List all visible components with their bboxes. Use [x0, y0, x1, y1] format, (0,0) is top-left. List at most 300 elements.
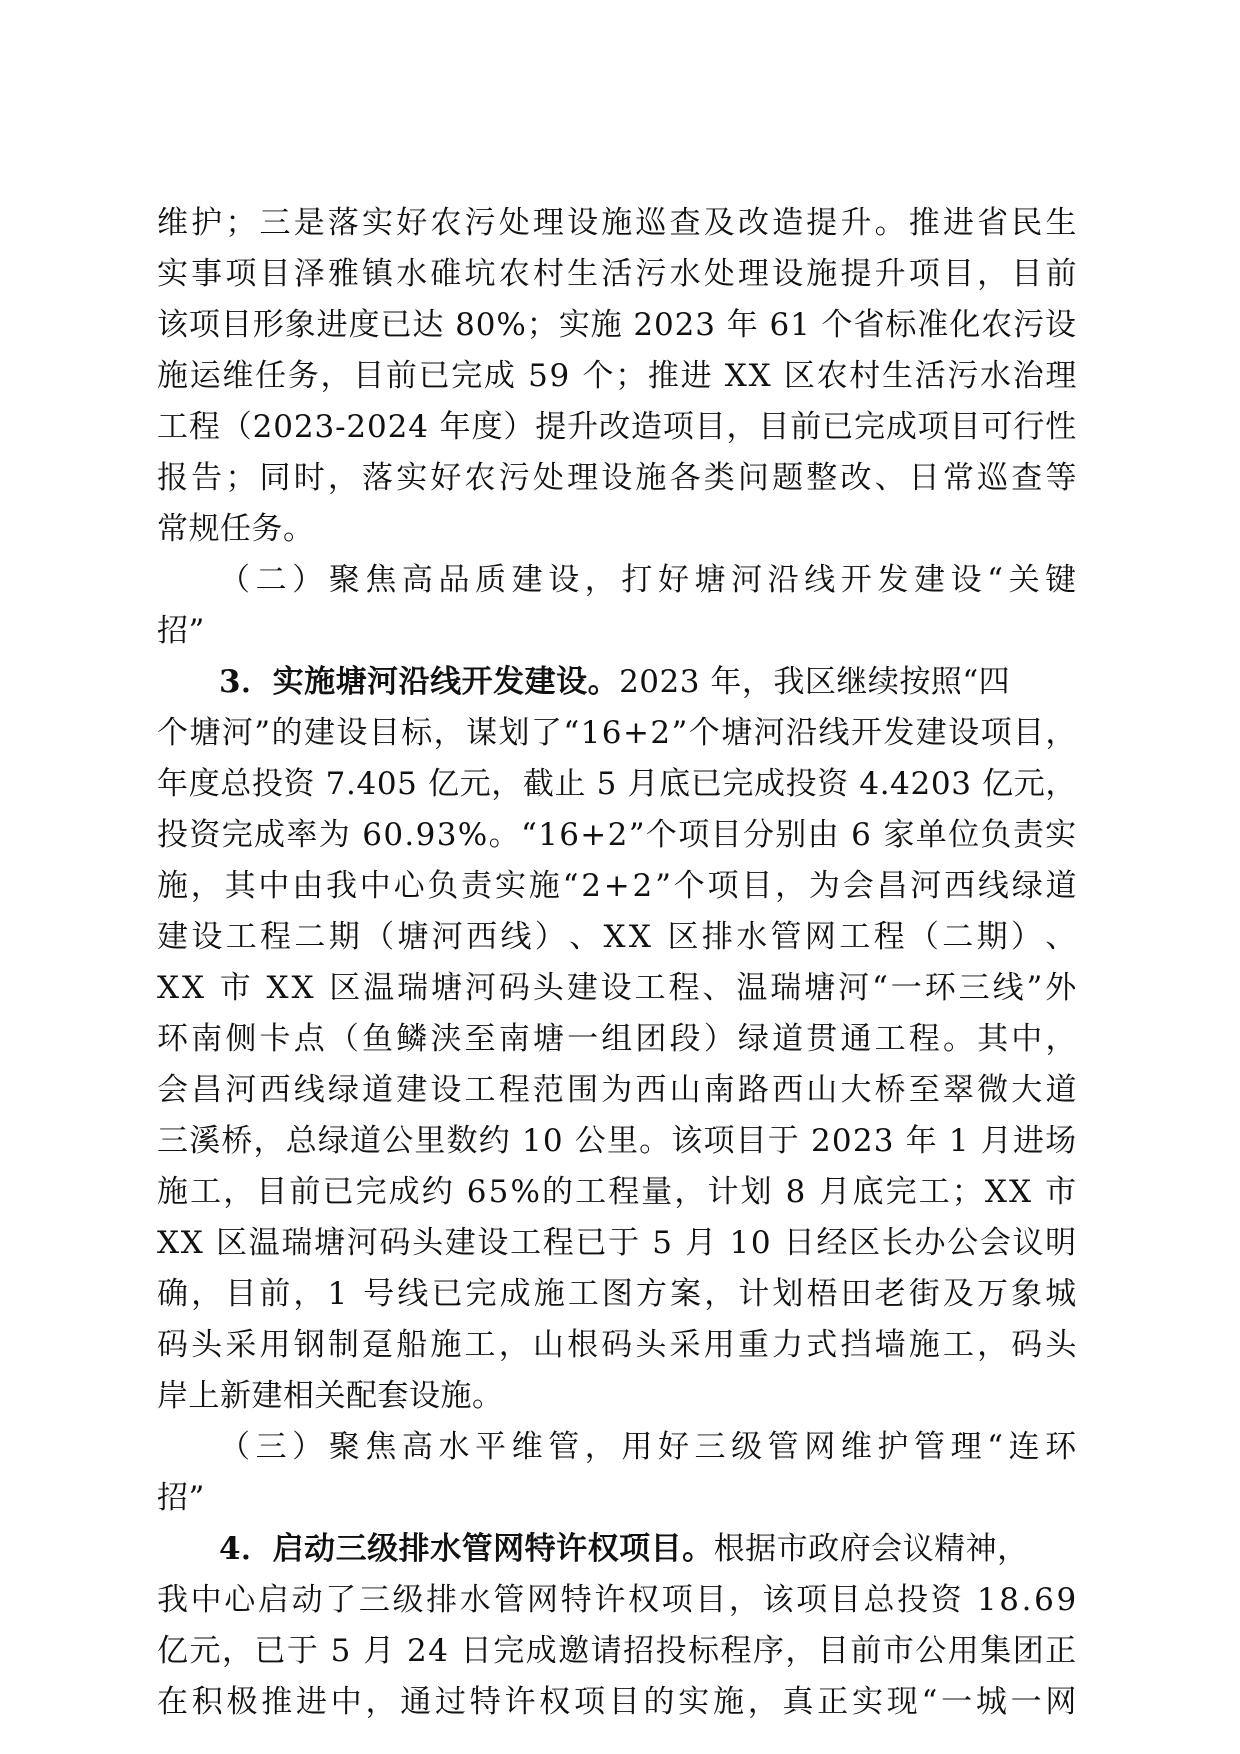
glyph — [511, 1116, 521, 1167]
glyph: 常 — [942, 460, 975, 496]
glyph: 施 — [430, 1327, 462, 1363]
glyph: 划 — [498, 715, 530, 751]
glyph — [254, 963, 264, 1014]
glyph — [315, 759, 325, 810]
glyph: 城 — [975, 1684, 1008, 1720]
glyph: 造 — [630, 409, 663, 445]
glyph: “ — [987, 562, 1004, 598]
glyph: 经 — [816, 1225, 848, 1261]
glyph: 船 — [396, 1327, 428, 1363]
glyph: ， — [977, 256, 1009, 292]
glyph: 象 — [284, 307, 317, 343]
glyph: 线 — [977, 868, 1010, 904]
glyph: 提 — [535, 409, 567, 445]
glyph: 2 — [674, 307, 695, 343]
glyph: 性 — [1045, 409, 1077, 445]
glyph: 特 — [560, 1582, 593, 1618]
text-line — [157, 1065, 1077, 1116]
glyph: 管 — [767, 1429, 800, 1465]
glyph: 河 — [910, 868, 942, 904]
line-text — [157, 861, 1077, 912]
item-3-heading: 3．实施塘河沿线开发建设。 — [219, 664, 620, 700]
glyph: ， — [728, 1582, 761, 1618]
glyph: ， — [1045, 1021, 1077, 1057]
glyph: 路 — [737, 1072, 770, 1108]
glyph: 二 — [294, 919, 326, 955]
glyph: 期 — [328, 919, 361, 955]
glyph: 3 — [314, 409, 335, 445]
glyph: 镇 — [362, 256, 394, 292]
glyph: 污 — [1013, 307, 1045, 343]
glyph: 建 — [913, 562, 946, 598]
glyph: 8 — [455, 307, 476, 343]
glyph: 实 — [157, 256, 189, 292]
glyph: 事 — [191, 256, 223, 292]
glyph: 目 — [1011, 256, 1043, 292]
glyph: “ — [987, 1429, 1004, 1465]
glyph: 2 — [633, 307, 654, 343]
glyph: 1 — [790, 307, 811, 343]
glyph: 项 — [917, 409, 950, 445]
glyph: 工 — [567, 1276, 600, 1312]
line-text — [157, 708, 1077, 759]
glyph: 管 — [913, 1429, 946, 1465]
glyph: 量 — [641, 1174, 673, 1210]
glyph: 绿 — [1011, 868, 1044, 904]
glyph: 形 — [252, 307, 285, 343]
glyph: 底 — [659, 766, 691, 802]
glyph: X — [180, 1225, 204, 1261]
glyph: 侧 — [225, 1021, 257, 1057]
glyph: 、 — [569, 919, 601, 955]
glyph: 2 — [852, 1123, 874, 1159]
glyph: 负 — [980, 817, 1012, 853]
glyph: 塘 — [431, 970, 463, 1006]
glyph — [429, 402, 439, 453]
glyph: 河 — [753, 715, 786, 751]
glyph — [713, 351, 723, 402]
glyph: 一 — [890, 970, 923, 1006]
glyph: 度 — [471, 409, 503, 445]
glyph: X — [157, 970, 180, 1006]
glyph: 已 — [254, 1633, 286, 1669]
glyph: 6 — [466, 1174, 488, 1210]
item-4-heading: 4．启动三级排水管网特许权项目。 — [219, 1531, 714, 1567]
glyph: （ — [327, 1021, 360, 1057]
glyph: 瑞 — [281, 1225, 313, 1261]
glyph: 打 — [621, 562, 653, 598]
glyph: 5 — [596, 766, 617, 802]
glyph: 污 — [947, 358, 979, 394]
glyph — [564, 1116, 574, 1167]
glyph: 个 — [582, 358, 614, 394]
glyph: 0 — [475, 307, 496, 343]
item-3-first-line — [157, 657, 1077, 708]
glyph: 标 — [401, 715, 433, 751]
glyph: 设 — [950, 562, 983, 598]
glyph: 前 — [289, 1174, 321, 1210]
glyph: 已 — [431, 1276, 463, 1312]
glyph: 月 — [980, 1123, 1013, 1159]
text-line — [157, 351, 1077, 402]
glyph: 已 — [322, 1174, 354, 1210]
text-line — [157, 1116, 1077, 1167]
glyph: 处 — [532, 460, 565, 496]
glyph: + — [580, 817, 607, 853]
glyph: 目 — [942, 256, 975, 292]
glyph: ” — [254, 715, 271, 751]
glyph: 年 — [439, 409, 472, 445]
glyph: 年 — [726, 307, 759, 343]
line-text — [157, 810, 1077, 861]
glyph: 建 — [303, 715, 336, 751]
glyph: 河 — [225, 1072, 257, 1108]
glyph: 现 — [886, 1684, 919, 1720]
glyph: 一 — [567, 1021, 599, 1057]
glyph: 问 — [737, 460, 770, 496]
glyph: 平 — [475, 1429, 507, 1465]
line-text — [157, 963, 1077, 1014]
glyph: 资 — [283, 766, 315, 802]
glyph: X — [1009, 1174, 1032, 1210]
glyph: 案 — [670, 1276, 702, 1312]
glyph: 污 — [464, 205, 497, 241]
glyph: 已 — [575, 1225, 607, 1261]
glyph: ， — [1045, 766, 1077, 802]
glyph: 投 — [897, 1582, 929, 1618]
glyph: 用 — [621, 1429, 653, 1465]
glyph: 升 — [840, 205, 872, 241]
glyph: 西 — [259, 1072, 292, 1108]
glyph: 连 — [1008, 1429, 1041, 1465]
glyph: 河 — [838, 970, 870, 1006]
glyph: 资 — [930, 1582, 963, 1618]
glyph: 度 — [188, 766, 221, 802]
glyph: 月 — [685, 1225, 717, 1261]
glyph: 个 — [821, 307, 854, 343]
glyph: 生 — [881, 358, 914, 394]
glyph: 微 — [977, 1072, 1009, 1108]
glyph: 卡 — [259, 1021, 292, 1057]
glyph: 行 — [1013, 409, 1045, 445]
glyph: 施 — [713, 1684, 745, 1720]
glyph: 道 — [1045, 1072, 1077, 1108]
glyph: 街 — [908, 1276, 941, 1312]
glyph: 的 — [643, 1684, 675, 1720]
glyph: 水 — [980, 358, 1012, 394]
glyph: 负 — [427, 868, 459, 904]
glyph: 总 — [220, 766, 252, 802]
glyph: 农 — [816, 358, 849, 394]
glyph: 化 — [949, 307, 981, 343]
glyph: 线 — [818, 715, 850, 751]
glyph: 责 — [1012, 817, 1045, 853]
glyph: 品 — [438, 562, 470, 598]
glyph: 项 — [661, 1582, 694, 1618]
line-text — [157, 1116, 1077, 1167]
glyph: 设 — [1044, 307, 1077, 343]
glyph: 家 — [883, 817, 915, 853]
glyph: 采 — [669, 1327, 702, 1363]
glyph: ， — [327, 460, 360, 496]
glyph: 投 — [251, 766, 284, 802]
glyph: 由 — [807, 817, 840, 853]
glyph: 号 — [363, 1276, 395, 1312]
glyph: ， — [704, 1276, 736, 1312]
glyph: 万 — [976, 1276, 1009, 1312]
glyph: 至 — [464, 1021, 497, 1057]
glyph: 建 — [157, 919, 189, 955]
glyph: ， — [977, 1327, 1009, 1363]
glyph: 动 — [291, 1582, 324, 1618]
glyph: 码 — [601, 1327, 633, 1363]
glyph: 及 — [703, 205, 736, 241]
glyph — [571, 351, 581, 402]
section-heading-2 — [157, 555, 1077, 606]
glyph: （ — [219, 562, 251, 598]
glyph: 目 — [353, 358, 385, 394]
glyph: 完 — [853, 409, 886, 445]
glyph: X — [984, 1174, 1008, 1210]
glyph: 任 — [255, 358, 287, 394]
glyph: 、 — [874, 460, 907, 496]
glyph: ； — [615, 358, 647, 394]
glyph: 设 — [477, 1225, 509, 1261]
line-text — [157, 1014, 1077, 1065]
glyph: 完 — [355, 1174, 388, 1210]
glyph: 5 — [330, 1633, 351, 1669]
glyph: 告 — [191, 460, 223, 496]
glyph: 农 — [498, 256, 531, 292]
glyph — [517, 351, 527, 402]
glyph — [351, 810, 361, 861]
glyph: 公 — [382, 1123, 414, 1159]
glyph: 落 — [362, 460, 394, 496]
line-text — [157, 249, 1077, 300]
glyph: 准 — [917, 307, 949, 343]
glyph: 工 — [874, 1021, 907, 1057]
glyph: ， — [747, 1684, 780, 1720]
glyph: 发 — [877, 562, 909, 598]
glyph: 好 — [396, 205, 428, 241]
glyph: 线 — [397, 1276, 429, 1312]
glyph: 心 — [393, 868, 426, 904]
glyph: ， — [253, 1123, 286, 1159]
glyph: 程 — [608, 1174, 640, 1210]
glyph: 序 — [752, 1633, 785, 1669]
glyph: 别 — [775, 817, 807, 853]
glyph: 设 — [567, 205, 599, 241]
glyph: 鳞 — [396, 1021, 428, 1057]
glyph: 用 — [259, 1327, 292, 1363]
glyph: 正 — [817, 1684, 849, 1720]
glyph: 理 — [737, 256, 770, 292]
glyph: 头 — [412, 1225, 444, 1261]
glyph: 程 — [873, 919, 906, 955]
glyph — [772, 351, 782, 402]
glyph: 项 — [796, 1582, 828, 1618]
glyph — [1033, 1167, 1043, 1218]
glyph: 头 — [191, 1327, 223, 1363]
line-text — [157, 1065, 1077, 1116]
glyph: 山 — [806, 1072, 838, 1108]
glyph: ， — [498, 1327, 531, 1363]
glyph: 于 — [286, 1633, 319, 1669]
glyph: 山 — [532, 1327, 565, 1363]
glyph: 墙 — [874, 1327, 907, 1363]
glyph: 改 — [737, 205, 770, 241]
glyph: ， — [320, 358, 352, 394]
glyph: 位 — [948, 817, 980, 853]
glyph: 2 — [607, 817, 628, 853]
glyph: 设 — [601, 460, 633, 496]
glyph: 单 — [915, 817, 948, 853]
glyph: 三 — [358, 1582, 391, 1618]
glyph: 施 — [157, 358, 189, 394]
glyph: 施 — [601, 205, 633, 241]
glyph: ， — [491, 766, 523, 802]
text-line — [157, 861, 1077, 912]
section-heading-text: 招” — [157, 1480, 205, 1516]
glyph: 施 — [533, 1276, 566, 1312]
glyph: 护 — [877, 1429, 909, 1465]
glyph: ） — [292, 1429, 324, 1465]
glyph: 目 — [256, 1174, 288, 1210]
glyph: 查 — [1011, 460, 1043, 496]
glyph: 省 — [977, 205, 1009, 241]
glyph: 护 — [191, 205, 223, 241]
glyph: 道 — [362, 1072, 394, 1108]
glyph: 设 — [336, 715, 368, 751]
glyph: 网 — [804, 1429, 836, 1465]
glyph: 塘 — [721, 715, 753, 751]
glyph: 施 — [528, 868, 561, 904]
glyph: + — [603, 868, 631, 904]
text-line — [157, 708, 1077, 759]
glyph: 完 — [493, 1633, 525, 1669]
glyph: 0 — [383, 817, 404, 853]
glyph: 民 — [1011, 205, 1043, 241]
glyph: 二 — [255, 562, 288, 598]
text-line — [157, 1320, 1077, 1371]
glyph: 计 — [738, 1276, 770, 1312]
glyph: 农 — [981, 307, 1013, 343]
glyph: 绿 — [327, 1072, 360, 1108]
glyph: 前 — [1045, 256, 1077, 292]
glyph: 程 — [720, 1633, 752, 1669]
glyph: ” — [671, 715, 688, 751]
glyph: 谋 — [466, 715, 498, 751]
glyph: 日 — [460, 1633, 493, 1669]
glyph: 维 — [840, 1429, 873, 1465]
glyph: 一 — [1010, 1684, 1043, 1720]
glyph: 高 — [401, 1429, 434, 1465]
glyph: 目 — [259, 256, 292, 292]
glyph: 聚 — [328, 1429, 361, 1465]
glyph: 2 — [811, 1123, 832, 1159]
glyph: ） — [703, 1021, 736, 1057]
glyph: （ — [363, 919, 395, 955]
glyph: 山 — [669, 1072, 702, 1108]
glyph: 污 — [498, 460, 531, 496]
glyph: 2 — [387, 409, 408, 445]
glyph: 环 — [924, 970, 957, 1006]
glyph: 目 — [741, 868, 773, 904]
glyph: 环 — [157, 1021, 189, 1057]
glyph: 区 — [849, 1225, 881, 1261]
glyph: . — [1021, 1582, 1032, 1618]
glyph: 实 — [396, 460, 428, 496]
glyph: ， — [775, 868, 807, 904]
glyph: 成 — [525, 1633, 558, 1669]
glyph: （ — [907, 919, 940, 955]
glyph: 挡 — [840, 1327, 872, 1363]
glyph: 塘 — [397, 919, 429, 955]
glyph: ； — [951, 1174, 984, 1210]
glyph: 里 — [414, 1123, 446, 1159]
glyph: 投 — [785, 766, 818, 802]
glyph: 0 — [831, 1123, 853, 1159]
glyph: 浃 — [430, 1021, 462, 1057]
glyph: 6 — [851, 817, 872, 853]
glyph: 是 — [293, 205, 326, 241]
glyph: 1 — [729, 1225, 750, 1261]
glyph: 我 — [157, 1582, 189, 1618]
glyph: ， — [785, 1633, 817, 1669]
line-text — [157, 1626, 1077, 1677]
glyph: 里 — [606, 1123, 639, 1159]
glyph: 由 — [292, 868, 324, 904]
glyph: 真 — [782, 1684, 814, 1720]
glyph: 瑞 — [770, 970, 802, 1006]
glyph: 好 — [657, 562, 690, 598]
glyph: 桥 — [874, 1072, 907, 1108]
glyph: 场 — [1045, 1123, 1077, 1159]
line-text: 根据市政府会议精神， — [713, 1531, 1029, 1567]
glyph: 建 — [396, 1072, 428, 1108]
glyph: 前 — [385, 358, 418, 394]
glyph: 区 — [216, 1225, 248, 1261]
glyph: 。 — [942, 1021, 975, 1057]
glyph: % — [457, 817, 488, 853]
glyph: 及 — [942, 1276, 975, 1312]
text-line — [157, 1575, 1077, 1626]
glyph: 其 — [224, 868, 257, 904]
glyph: ， — [223, 1174, 255, 1210]
glyph: 关 — [1008, 562, 1041, 598]
glyph: 资 — [189, 817, 221, 853]
glyph: ） — [534, 919, 567, 955]
glyph: 施 — [157, 868, 189, 904]
glyph: 中 — [258, 868, 290, 904]
glyph: 根 — [567, 1327, 599, 1363]
glyph: 鱼 — [362, 1021, 394, 1057]
glyph: ， — [674, 1174, 706, 1210]
glyph: 实 — [362, 205, 394, 241]
glyph: 活 — [601, 256, 633, 292]
glyph — [872, 810, 882, 861]
glyph: 村 — [532, 256, 565, 292]
glyph: ， — [726, 409, 758, 445]
glyph: 请 — [590, 1633, 623, 1669]
glyph: 工 — [634, 970, 667, 1006]
glyph: 实 — [494, 868, 527, 904]
glyph: 0 — [367, 409, 388, 445]
glyph: 会 — [979, 1225, 1012, 1261]
glyph: 务 — [287, 358, 320, 394]
glyph: 前 — [790, 409, 822, 445]
glyph: 目 — [710, 817, 743, 853]
